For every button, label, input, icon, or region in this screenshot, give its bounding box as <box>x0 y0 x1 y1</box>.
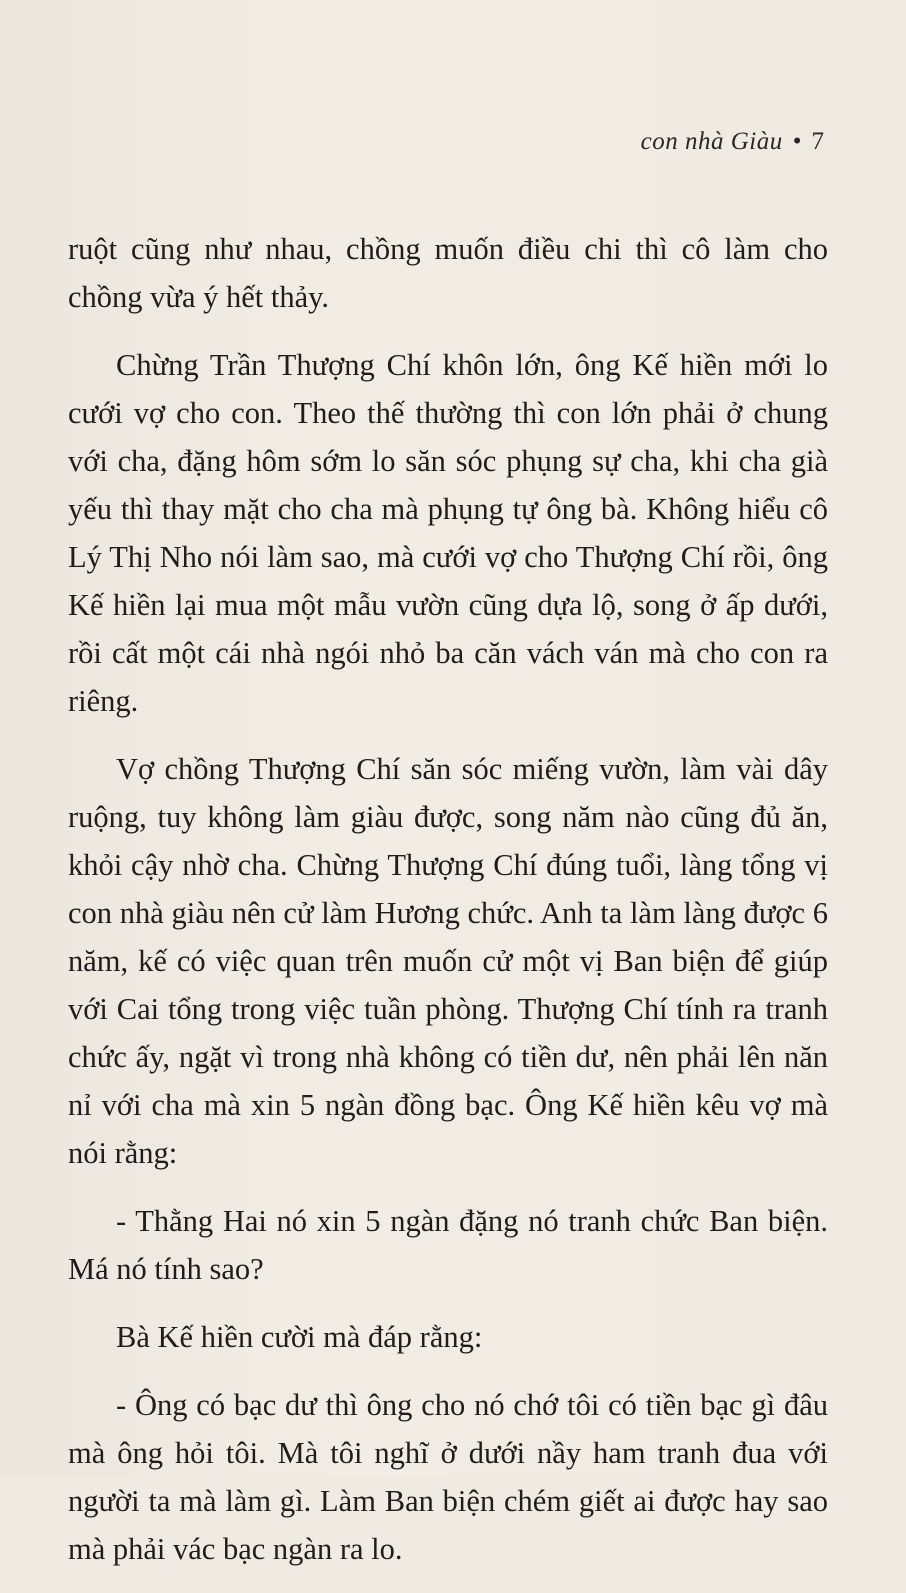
paragraph: Chừng Trần Thượng Chí khôn lớn, ông Kế hiền mới lo cưới vợ cho con. Theo thế thường thì con lớn phải ở chung với cha, đặng hôm sớm lo săn sóc phụng sự cha, khi cha già yếu thì thay mặt cho cha mà phụng tự ông bà. Không hiểu cô Lý Thị Nho nói làm sao, mà cưới vợ cho Thượng Chí rồi, ông Kế hiền lại mua một mẫu vườn cũng dựa lộ, song ở ấp dưới, rồi cất một cái nhà ngói nhỏ ba căn vách ván mà cho con ra riêng. <box>68 348 828 718</box>
page-number: 7 <box>811 128 824 155</box>
paragraph: Vợ chồng Thượng Chí săn sóc miếng vườn, làm vài dây ruộng, tuy không làm giàu được, song năm nào cũng đủ ăn, khỏi cậy nhờ cha. Chừng Thượng Chí đúng tuổi, làng tổng vị con nhà giàu nên cử làm Hương chức. Anh ta làm làng được 6 năm, kế có việc quan trên muốn cử một vị Ban biện để giúp với Cai tổng trong việc tuần phòng. Thượng Chí tính ra tranh chức ấy, ngặt vì trong nhà không có tiền dư, nên phải lên năn nỉ với cha mà xin 5 ngàn đồng bạc. Ông Kế hiền kêu vợ mà nói rằng: <box>68 752 828 1170</box>
dialogue-paragraph: - Ông có bạc dư thì ông cho nó chớ tôi có tiền bạc gì đâu mà ông hỏi tôi. Mà tôi nghĩ ở dưới nầy ham tranh đua với người ta mà làm gì. Làm Ban biện chém giết ai được hay sao mà phải vác bạc ngàn ra lo. <box>68 1388 828 1566</box>
header-separator: • <box>792 128 802 155</box>
paragraph-continuation: ruột cũng như nhau, chồng muốn điều chi thì cô làm cho chồng vừa ý hết thảy. <box>68 232 828 314</box>
dialogue-paragraph: - Thằng Hai nó xin 5 ngàn đặng nó tranh chức Ban biện. Má nó tính sao? <box>68 1204 828 1286</box>
body-text <box>68 225 828 1593</box>
running-head <box>641 128 824 156</box>
paragraph: Bà Kế hiền cười mà đáp rằng: <box>116 1320 483 1354</box>
book-title: con nhà Giàu <box>640 128 783 155</box>
